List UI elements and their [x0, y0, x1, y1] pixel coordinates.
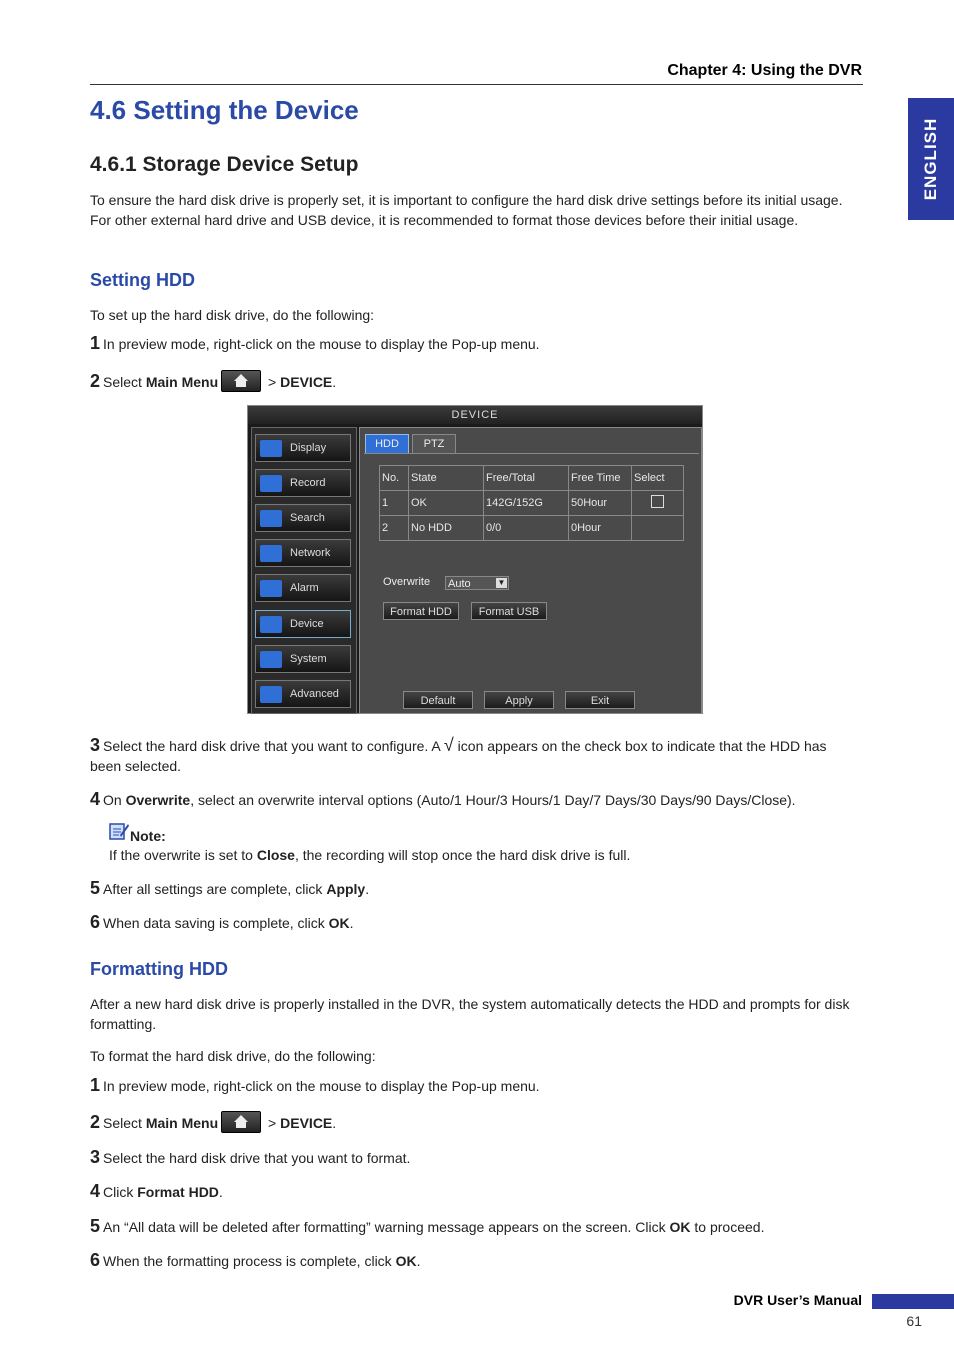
dvr-hdd-panel: [359, 427, 702, 714]
dvr-device-screen: [247, 405, 703, 714]
setting-hdd-heading: Setting HDD: [90, 270, 195, 290]
format-step-6: 6 When the formatting process is complete, click OK.: [90, 1250, 421, 1270]
tab-divider: [364, 453, 699, 454]
menu-display[interactable]: Display: [255, 434, 351, 462]
setting-step-4: 4 On Overwrite, select an overwrite interval options (Auto/1 Hour/3 Hours/1 Day/7 Days/30 Days/90 Days/Close).: [90, 789, 796, 809]
header-rule: [90, 84, 863, 85]
menu-search[interactable]: Search: [255, 504, 351, 532]
hdd-select-checkbox[interactable]: [651, 495, 664, 508]
footer-bar: [872, 1294, 954, 1309]
main-menu-home-icon: [221, 1111, 261, 1133]
setting-step-5: 5 After all settings are complete, click Apply.: [90, 878, 370, 898]
tab-hdd[interactable]: HDD: [365, 434, 409, 454]
menu-system[interactable]: System: [255, 645, 351, 673]
section-title: 4.6 Setting the Device: [90, 95, 359, 125]
network-icon: [260, 545, 282, 562]
dvr-menu-panel: [251, 427, 357, 714]
menu-device[interactable]: Device: [255, 610, 351, 638]
overwrite-select[interactable]: Auto ▼: [445, 576, 509, 590]
default-button[interactable]: Default: [403, 691, 473, 709]
table-row[interactable]: 1 OK 142G/152G 50Hour: [380, 491, 684, 516]
format-step-4: 4 Click Format HDD.: [90, 1181, 223, 1201]
table-row[interactable]: 2 No HDD 0/0 0Hour: [380, 516, 684, 541]
formatting-hdd-heading: Formatting HDD: [90, 959, 228, 979]
page-number: 61: [906, 1313, 922, 1329]
wrench-icon: [260, 686, 282, 703]
format-step-1: 1 In preview mode, right-click on the mouse to display the Pop-up menu.: [90, 1075, 540, 1095]
format-step-3: 3 Select the hard disk drive that you want to format.: [90, 1147, 411, 1167]
subsection-title: 4.6.1 Storage Device Setup: [90, 153, 359, 176]
language-label: ENGLISH: [921, 117, 940, 201]
footer-manual: DVR User’s Manual: [733, 1292, 862, 1308]
menu-advanced[interactable]: Advanced: [255, 680, 351, 708]
device-icon: [260, 616, 282, 633]
setting-hdd-lead: To set up the hard disk drive, do the following:: [90, 307, 375, 323]
record-icon: [260, 475, 282, 492]
intro-paragraph: To ensure the hard disk drive is properly set, it is important to configure the hard disk drive settings before its initial usage. For other external hard drive and USB device, it is recommended to format those devices before their initial usage.: [90, 192, 843, 228]
dvr-title: DEVICE: [248, 406, 702, 424]
setting-step-6: 6 When data saving is complete, click OK.: [90, 912, 354, 932]
format-step-5: 5 An “All data will be deleted after formatting” warning message appears on the screen. Click OK to proceed.: [90, 1216, 765, 1236]
gear-icon: [260, 651, 282, 668]
exit-button[interactable]: Exit: [565, 691, 635, 709]
format-usb-button[interactable]: Format USB: [471, 602, 547, 620]
setting-step-3: 3 Select the hard disk drive that you want to configure. A √ icon appears on the check box to indicate that the HDD has been selected.: [90, 735, 827, 774]
table-header-row: No. State Free/Total Free Time Select: [380, 466, 684, 491]
menu-record[interactable]: Record: [255, 469, 351, 497]
note-icon: [108, 821, 130, 846]
apply-button[interactable]: Apply: [484, 691, 554, 709]
display-icon: [260, 440, 282, 457]
language-tab: [908, 98, 954, 220]
menu-network[interactable]: Network: [255, 539, 351, 567]
hdd-table: [379, 465, 684, 541]
chevron-down-icon: ▼: [497, 578, 506, 587]
formatting-lead: To format the hard disk drive, do the following:: [90, 1048, 376, 1064]
tab-ptz[interactable]: PTZ: [412, 434, 456, 454]
search-icon: [260, 510, 282, 527]
setting-step-2: 2 Select Main Menu > DEVICE.: [90, 371, 337, 391]
formatting-paragraph: After a new hard disk drive is properly installed in the DVR, the system automatically detects the HDD and prompts for disk formatting.: [90, 996, 850, 1032]
chapter-header: Chapter 4: Using the DVR: [667, 62, 862, 79]
note-label: Note:: [130, 828, 166, 844]
format-hdd-button[interactable]: Format HDD: [383, 602, 459, 620]
setting-step-1: 1 In preview mode, right-click on the mouse to display the Pop-up menu.: [90, 333, 540, 353]
alarm-icon: [260, 580, 282, 597]
note-text: If the overwrite is set to Close, the recording will stop once the hard disk drive is full.: [109, 847, 631, 863]
menu-alarm[interactable]: Alarm: [255, 574, 351, 602]
main-menu-home-icon: [221, 370, 261, 392]
overwrite-label: Overwrite: [383, 576, 431, 588]
format-step-2: 2 Select Main Menu > DEVICE.: [90, 1112, 337, 1132]
